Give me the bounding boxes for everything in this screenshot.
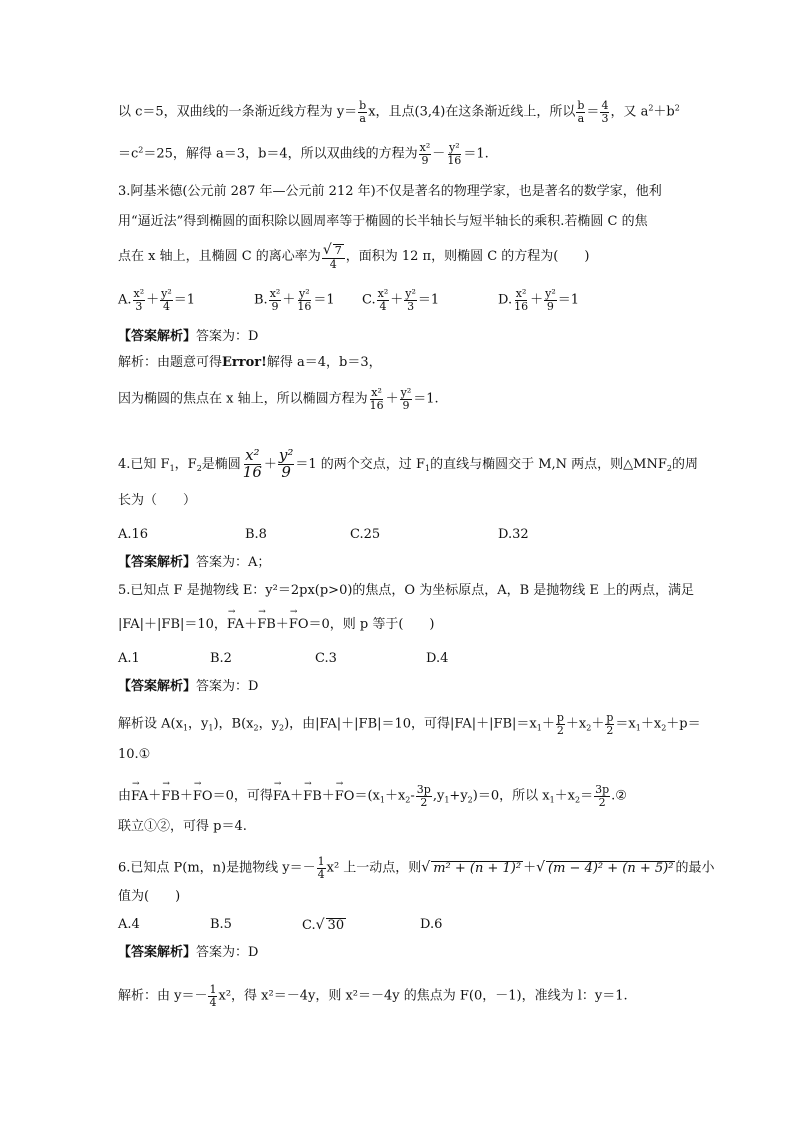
option-c: C. $\frac{\text{x²}}{4}$ ＋ $\frac{\text{y²}}{3}$ ＝1 [362, 287, 440, 313]
option-c: C.25 [350, 527, 381, 542]
question-3-line-1: 3.阿基米德(公元前 287 年—公元前 212 年)不仅是著名的物理学家，也是著名的数学家，他利 [118, 184, 662, 199]
option-b: B.2 [210, 651, 232, 666]
eccentricity-fraction: $\frac{√ 7}{4}$ [322, 243, 345, 270]
option-a: A. $\frac{\text{x²}}{3}$ ＋ $\frac{\text{y²}}{4}$ ＝1 [118, 287, 196, 313]
fraction: $\frac{4}{3}$ [601, 99, 609, 125]
option-d: D. $\frac{\text{x²}}{16}$ ＋ $\frac{\text{y²}}{9}$ ＝1 [498, 287, 580, 313]
option-d: D.32 [498, 527, 529, 542]
question-6-line-2: 值为( ) [118, 889, 181, 904]
text-line: 以 c＝5，双曲线的一条渐近线方程为 y＝ $\frac{b}{a}$ x，且点(3,4)在这条渐近线上，所以 $\frac{b}{a}$ ＝ $\frac{4}{3}$ ，又 $a^2+b^2$ [118, 99, 680, 125]
question-6-line-1: 6.已知点 P(m，n)是抛物线 y＝－ $\frac{1}{4}$ x² 上一动点，则√ m² + (n + 1)² ＋√ (m − 4)² + (n + 5)² 的最小 [118, 855, 715, 881]
text: x，且点(3,4)在这条渐近线上，所以 [368, 104, 576, 120]
option-b: B. $\frac{\text{x²}}{9}$ ＋ $\frac{\text{y²}}{16}$ ＝1 [254, 287, 335, 313]
option-c: C.3 [315, 651, 337, 666]
answer-line: 【答案解析】答案为：D [118, 679, 259, 694]
question-3-line-2: 用“逼近法”得到椭圆的面积除以圆周率等于椭圆的长半轴长与短半轴长的乘积.若椭圆 C 的焦 [118, 214, 648, 229]
answer-line: 【答案解析】答案为：A； [118, 555, 271, 570]
option-a: A.1 [118, 651, 140, 666]
option-b: B.8 [245, 527, 267, 542]
question-5-line-2: |FA|＋|FB|＝10，→ FA＋→ FB＋→ FO＝0，则 p 等于( ) [118, 618, 435, 631]
solution-line: 由→ FA＋→ FB＋→ FO＝0，可得→ $FA+\to FB+\to FO=(x_1+x_2-$ $\frac{3p}{2}$ $,y_1+y_2)=0$，所以 $x_1+x_2=$ $\frac{3p}{2}$ .② [118, 784, 627, 808]
question-3-line-3: 点在 x 轴上，且椭圆 C 的离心率为 $\frac{√ 7}{4}$ ，面积为 12 π，则椭圆 C 的方程为( ) [118, 242, 590, 271]
fraction: $\frac{\text{x²}}{9}$ [419, 141, 431, 167]
text: 以 c＝5，双曲线的一条渐近线方程为 y＝ [118, 104, 358, 120]
solution-line: 解析设 $A(x_1$，$y_1$)，$B(x_2$，$y_2$)，由|FA|＋|FB|＝10，可得$|FA|+|FB|=x_1+$ $\frac{p}{2}$ $+x_2+$ $\frac{p}{2}$ $=x_1+x_2+p=$ [118, 711, 701, 737]
answer-line: 【答案解析】答案为：D [118, 329, 259, 344]
question-5-line-1: 5.已知点 F 是抛物线 E：y²＝2px(p>0)的焦点，O 为坐标原点，A，B 是抛物线 E 上的两点，满足 [118, 583, 695, 598]
option-b: B.5 [210, 917, 232, 932]
question-4-line-2: 长为（ ） [118, 493, 197, 508]
option-d: D.6 [420, 917, 443, 932]
option-a: A.16 [118, 527, 149, 542]
solution-line: 因为椭圆的焦点在 x 轴上，所以椭圆方程为 $\frac{\text{x²}}{16}$ ＋ $\frac{\text{y²}}{9}$ ＝1. [118, 386, 439, 412]
option-d: D.4 [426, 651, 449, 666]
solution-line: 解析：由题意可得Error!解得 a＝4，b＝3， [118, 355, 382, 370]
solution-line: 解析：由 y＝－ $\frac{1}{4}$ x²，得 x²＝－4y，则 x²＝－4y 的焦点为 F(0，－1)，准线为 l：y＝1. [118, 983, 628, 1009]
fraction: $\frac{b}{a}$ [359, 99, 367, 125]
option-c: C.√ 30 [302, 917, 345, 933]
answer-line: 【答案解析】答案为：D [118, 945, 259, 960]
solution-line: 10.① [118, 747, 151, 762]
question-4-line-1: 4.已知 $F_1$，$F_2$是椭圆 $\frac{\text{x²}}{16}$ ＋ $\frac{\text{y²}}{9}$ ＝1 的两个交点，过 $F_1$的直线与椭圆交于 M,N 两点，则$\triangle MNF_2$的周 [118, 446, 698, 481]
option-a: A.4 [118, 917, 140, 932]
text-line: $=c^2=25$，解得 a＝3，b＝4，所以双曲线的方程为 $\frac{\text{x²}}{9}$ － $\frac{\text{y²}}{16}$ ＝1. [118, 141, 489, 167]
fraction: $\frac{\text{y²}}{16}$ [447, 141, 462, 167]
fraction: $\frac{b}{a}$ [577, 99, 585, 125]
solution-line: 联立①②，可得 p＝4. [118, 819, 247, 834]
